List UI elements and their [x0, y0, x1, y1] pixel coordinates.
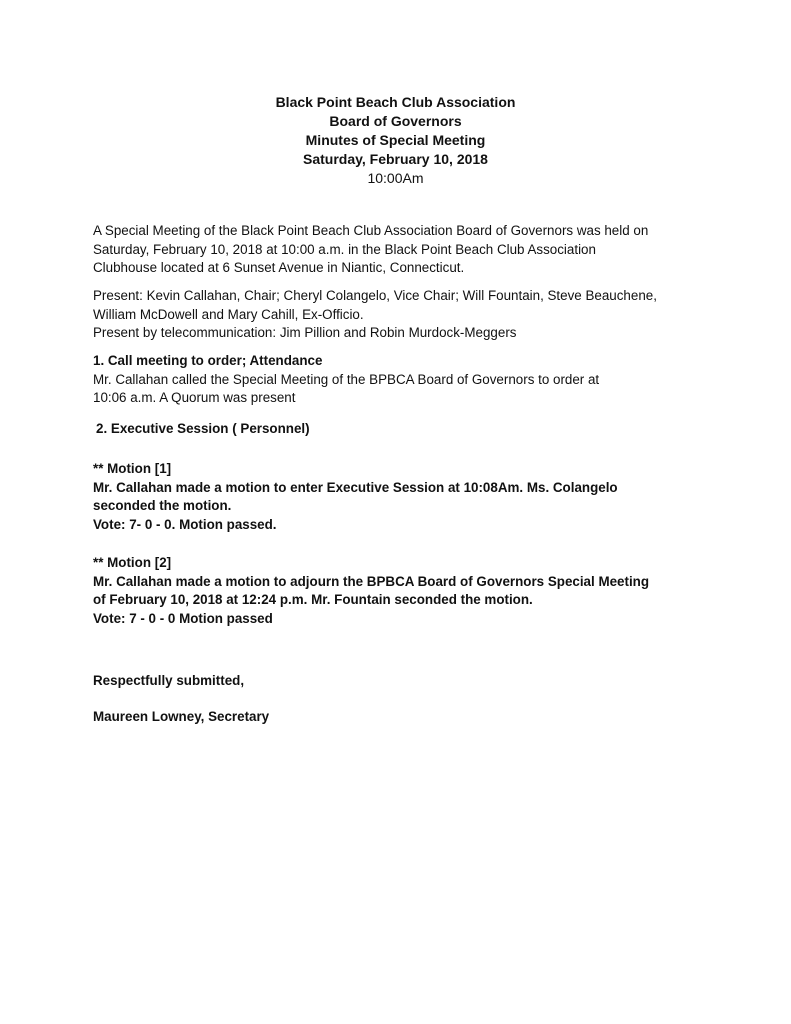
agenda-item-text: 10:06 a.m. A Quorum was present	[93, 390, 296, 405]
board-name: Board of Governors	[329, 113, 462, 129]
motion-text: seconded the motion.	[93, 498, 232, 513]
motion-label: ** Motion [2]	[93, 555, 172, 570]
motion-2	[93, 554, 733, 628]
document-title: Minutes of Special Meeting	[305, 132, 486, 148]
present-line: William McDowell and Mary Cahill, Ex-Officio.	[93, 306, 364, 322]
signature-text: Maureen Lowney, Secretary	[93, 709, 270, 724]
submitted-text: Respectfully submitted,	[93, 673, 245, 688]
intro-line: A Special Meeting of the Black Point Beach Club Association Board of Governors was held on	[93, 223, 649, 238]
closing-signature	[93, 708, 733, 727]
present-line: Present: Kevin Callahan, Chair; Cheryl Colangelo, Vice Chair; Will Fountain, Steve Beauchene,	[93, 288, 657, 303]
org-name: Black Point Beach Club Association	[275, 94, 516, 110]
motion-label: ** Motion [1]	[93, 461, 172, 476]
motion-text: of February 10, 2018 at 12:24 p.m. Mr. Fountain seconded the motion.	[93, 592, 533, 607]
meeting-date: Saturday, February 10, 2018	[303, 151, 488, 167]
meeting-time: 10:00Am	[367, 170, 424, 186]
attendance-paragraph	[93, 287, 733, 343]
motion-text: Vote: 7- 0 - 0. Motion passed.	[93, 516, 277, 532]
intro-line: Clubhouse located at 6 Sunset Avenue in Niantic, Connecticut.	[93, 260, 465, 275]
agenda-item-heading: 2. Executive Session ( Personnel)	[96, 421, 310, 436]
motion-text: Mr. Callahan made a motion to enter Executive Session at 10:08Am. Ms. Colangelo	[93, 479, 618, 495]
agenda-item-heading: 1. Call meeting to order; Attendance	[93, 353, 323, 368]
agenda-item-2	[96, 420, 736, 439]
agenda-item-text: Mr. Callahan called the Special Meeting of the BPBCA Board of Governors to order at	[93, 371, 600, 387]
closing-submitted	[93, 672, 733, 691]
intro-paragraph	[93, 222, 733, 278]
agenda-item-1	[93, 352, 733, 408]
document-header	[0, 93, 791, 188]
motion-1	[93, 460, 733, 534]
present-line: Present by telecommunication: Jim Pillion and Robin Murdock-Meggers	[93, 325, 517, 340]
intro-line: Saturday, February 10, 2018 at 10:00 a.m. in the Black Point Beach Club Association	[93, 241, 596, 257]
motion-text: Vote: 7 - 0 - 0 Motion passed	[93, 610, 273, 626]
motion-text: Mr. Callahan made a motion to adjourn the BPBCA Board of Governors Special Meeting	[93, 573, 650, 589]
